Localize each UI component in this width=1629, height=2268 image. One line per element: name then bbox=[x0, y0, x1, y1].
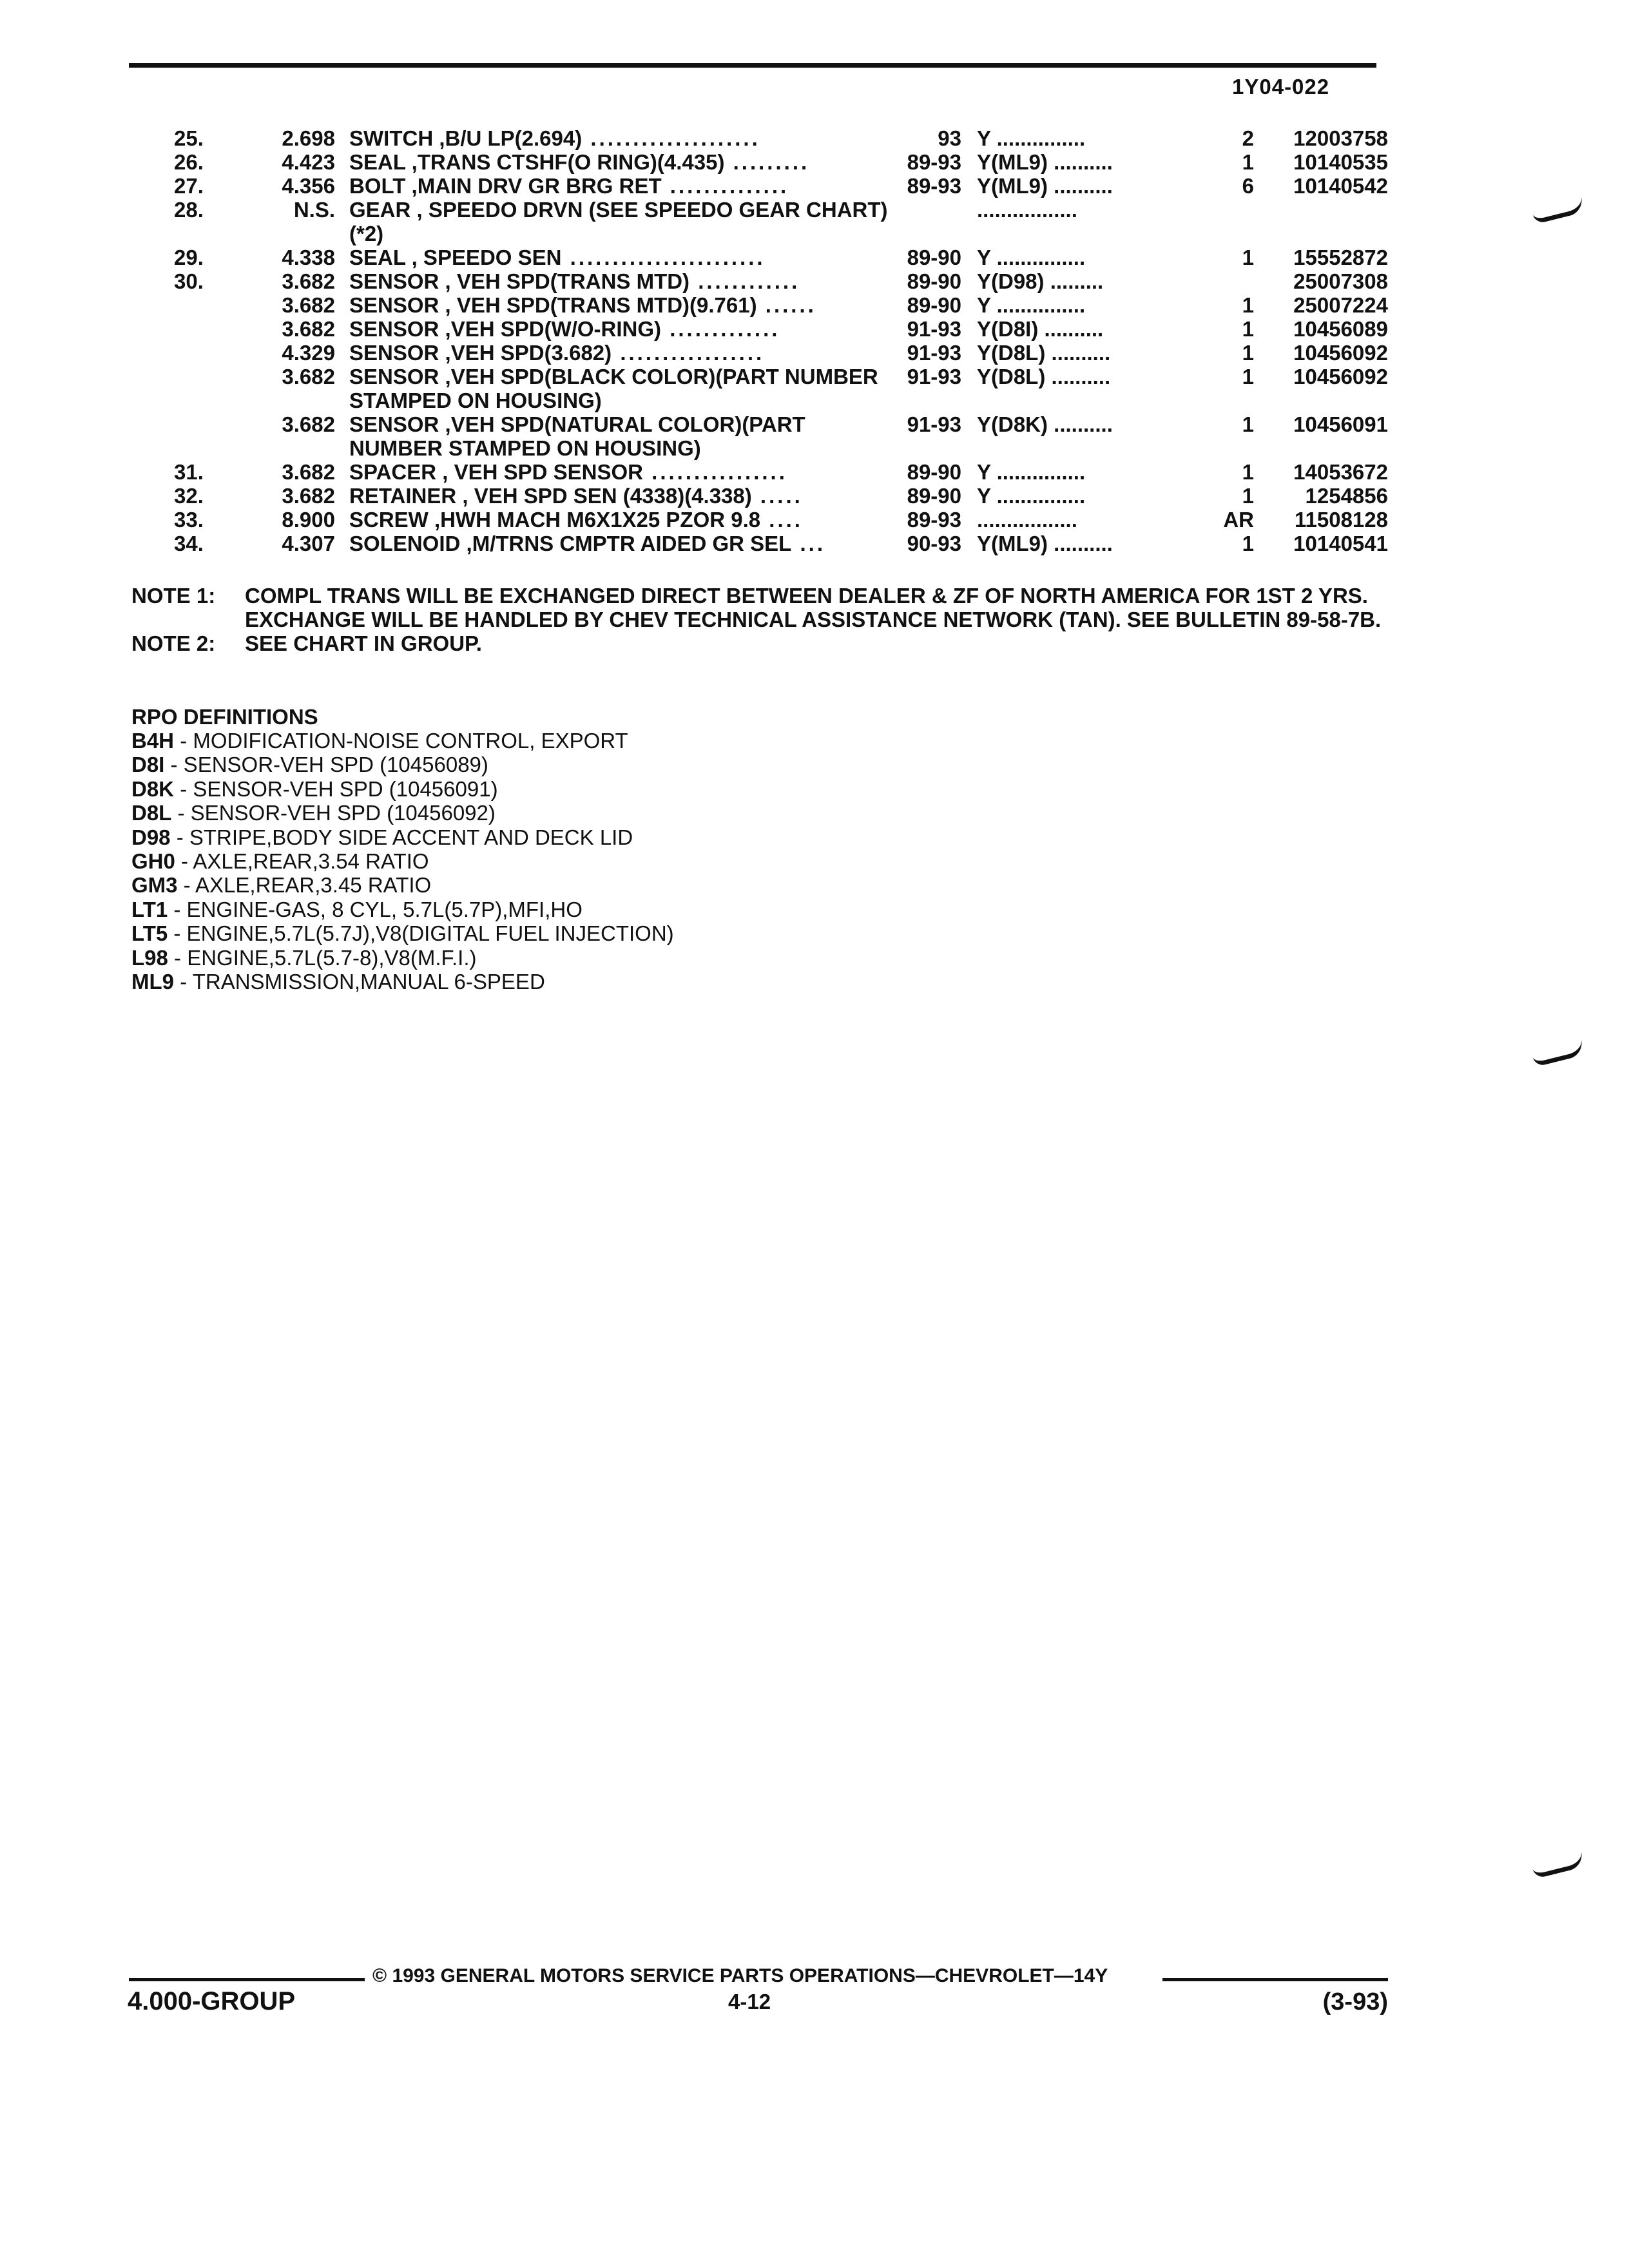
table-row bbox=[0, 126, 1629, 150]
model-years: 89-90 bbox=[907, 269, 961, 293]
item-number: 31. bbox=[174, 460, 204, 484]
footer-rule-left bbox=[129, 1978, 365, 1981]
part-description bbox=[349, 532, 892, 555]
item-number: 30. bbox=[174, 269, 204, 293]
part-detail: , SPEEDO DRVN (SEE SPEEDO GEAR CHART)(*2) bbox=[349, 198, 888, 245]
part-name: RETAINER bbox=[349, 484, 457, 508]
model-years: 89-90 bbox=[907, 245, 961, 269]
part-number: 12003758 bbox=[1293, 126, 1388, 150]
part-description bbox=[349, 269, 892, 293]
part-detail: ,M/TRNS CMPTR AIDED GR SEL bbox=[460, 532, 792, 555]
part-number: 10456092 bbox=[1293, 341, 1388, 365]
part-detail: ,VEH SPD(3.682) bbox=[439, 341, 612, 365]
dot-leader: .............. bbox=[661, 174, 789, 198]
usage-code: Y(D98) ......... bbox=[977, 269, 1104, 293]
model-years: 90-93 bbox=[907, 532, 961, 555]
model-years: 89-90 bbox=[907, 293, 961, 317]
model-years: 89-90 bbox=[907, 484, 961, 508]
usage-code: Y(D8K) .......... bbox=[977, 412, 1113, 436]
part-description bbox=[349, 150, 892, 174]
model-years: 91-93 bbox=[907, 412, 961, 436]
part-description bbox=[349, 341, 892, 365]
rpo-code: D8I bbox=[131, 753, 165, 777]
rpo-code: LT5 bbox=[131, 921, 168, 946]
rpo-code: B4H bbox=[131, 729, 175, 753]
group-number: 3.682 bbox=[282, 484, 335, 508]
rpo-item bbox=[131, 946, 1034, 970]
rpo-description: - SENSOR-VEH SPD (10456089) bbox=[164, 753, 488, 777]
usage-code: Y(D8L) .......... bbox=[977, 341, 1111, 365]
usage-code: Y(ML9) .......... bbox=[977, 532, 1113, 555]
rpo-code: D8L bbox=[131, 801, 172, 825]
group-number: N.S. bbox=[293, 198, 335, 222]
group-number: 3.682 bbox=[282, 269, 335, 293]
usage-code: Y ............... bbox=[977, 293, 1086, 317]
dot-leader: .... bbox=[760, 508, 803, 532]
part-detail: ,MAIN DRV GR BRG RET bbox=[405, 174, 662, 198]
rpo-item bbox=[131, 898, 1034, 921]
rpo-code: ML9 bbox=[131, 970, 174, 994]
model-years: 91-93 bbox=[907, 341, 961, 365]
rpo-item bbox=[131, 801, 1034, 825]
model-years: 91-93 bbox=[907, 317, 961, 341]
footer-date: (3-93) bbox=[1322, 1988, 1388, 2015]
part-number: 10140541 bbox=[1293, 532, 1388, 555]
usage-code: ................. bbox=[977, 508, 1077, 532]
rpo-code: D98 bbox=[131, 825, 171, 849]
table-row bbox=[0, 317, 1629, 341]
table-row bbox=[0, 174, 1629, 198]
usage-code: Y ............... bbox=[977, 245, 1086, 269]
model-years: 89-93 bbox=[907, 508, 961, 532]
table-row bbox=[0, 460, 1629, 484]
rpo-description: - ENGINE,5.7L(5.7-8),V8(M.F.I.) bbox=[168, 945, 477, 970]
group-number: 3.682 bbox=[282, 412, 335, 436]
dot-leader: ...... bbox=[757, 293, 816, 317]
rpo-description: - SENSOR-VEH SPD (10456092) bbox=[171, 801, 496, 825]
dot-leader: ... bbox=[791, 532, 825, 555]
part-detail: , VEH SPD(TRANS MTD)(9.761) bbox=[439, 293, 757, 317]
table-row bbox=[0, 150, 1629, 174]
part-number: 25007224 bbox=[1293, 293, 1388, 317]
part-number: 10140535 bbox=[1293, 150, 1388, 174]
dot-leader: ......... bbox=[724, 150, 810, 174]
usage-code: ................. bbox=[977, 198, 1077, 222]
part-name: SEAL bbox=[349, 150, 406, 174]
quantity: 1 bbox=[1242, 412, 1254, 436]
table-row bbox=[0, 198, 1629, 245]
part-detail: ,B/U LP(2.694) bbox=[433, 126, 583, 150]
part-name: SOLENOID bbox=[349, 532, 461, 555]
rpo-description: - ENGINE-GAS, 8 CYL, 5.7L(5.7P),MFI,HO bbox=[168, 897, 583, 921]
note-label: NOTE 2: bbox=[131, 631, 216, 655]
page-code: 1Y04-022 bbox=[1232, 75, 1330, 99]
part-number: 14053672 bbox=[1293, 460, 1388, 484]
rpo-description: - AXLE,REAR,3.54 RATIO bbox=[175, 849, 429, 874]
table-row bbox=[0, 341, 1629, 365]
rpo-code: D8K bbox=[131, 776, 175, 801]
rpo-item bbox=[131, 849, 1034, 873]
part-detail: , VEH SPD SENSOR bbox=[436, 460, 643, 484]
parts-list bbox=[0, 126, 1629, 555]
note bbox=[131, 631, 1407, 655]
group-number: 8.900 bbox=[282, 508, 335, 532]
note-text: SEE CHART IN GROUP. bbox=[245, 631, 482, 655]
quantity: 1 bbox=[1242, 245, 1254, 269]
quantity: AR bbox=[1223, 508, 1254, 532]
usage-code: Y ............... bbox=[977, 460, 1086, 484]
usage-code: Y ............... bbox=[977, 126, 1086, 150]
part-name: GEAR bbox=[349, 198, 411, 222]
item-number: 28. bbox=[174, 198, 204, 222]
part-detail: , VEH SPD(TRANS MTD) bbox=[439, 269, 690, 293]
part-description bbox=[349, 245, 892, 269]
part-detail: ,VEH SPD(NATURAL COLOR)(PART NUMBER STAMPED ON HOUSING) bbox=[349, 412, 805, 460]
rpo-description: - ENGINE,5.7L(5.7J),V8(DIGITAL FUEL INJECTION) bbox=[168, 921, 674, 946]
part-number: 15552872 bbox=[1293, 245, 1388, 269]
group-number: 2.698 bbox=[282, 126, 335, 150]
part-number: 10456089 bbox=[1293, 317, 1388, 341]
dot-leader: ..... bbox=[751, 484, 803, 508]
group-number: 3.682 bbox=[282, 460, 335, 484]
usage-code: Y(ML9) .......... bbox=[977, 150, 1113, 174]
table-row bbox=[0, 245, 1629, 269]
footer-page-number: 4-12 bbox=[728, 1990, 771, 2013]
part-detail: , VEH SPD SEN (4338)(4.338) bbox=[456, 484, 752, 508]
quantity: 1 bbox=[1242, 150, 1254, 174]
group-number: 3.682 bbox=[282, 293, 335, 317]
part-number: 1254856 bbox=[1305, 484, 1388, 508]
note bbox=[131, 584, 1407, 631]
dot-leader: .................... bbox=[582, 126, 760, 150]
model-years: 93 bbox=[938, 126, 961, 150]
note-text: COMPL TRANS WILL BE EXCHANGED DIRECT BETWEEN DEALER & ZF OF NORTH AMERICA FOR 1ST 2 YRS. EXCHANGE WILL BE HANDLED BY CHEV TECHNICAL ASSISTANCE NETWORK (TAN). SEE BULLETIN 89-58-7B. bbox=[245, 584, 1382, 631]
item-number: 32. bbox=[174, 484, 204, 508]
rpo-code: LT1 bbox=[131, 897, 168, 921]
part-description bbox=[349, 484, 892, 508]
part-name: SPACER bbox=[349, 460, 437, 484]
rpo-list bbox=[131, 729, 1034, 994]
part-description bbox=[349, 126, 892, 150]
group-number: 4.338 bbox=[282, 245, 335, 269]
usage-code: Y(ML9) .......... bbox=[977, 174, 1113, 198]
quantity: 1 bbox=[1242, 532, 1254, 555]
rpo-item bbox=[131, 825, 1034, 849]
item-number: 33. bbox=[174, 508, 204, 532]
part-detail: , SPEEDO SEN bbox=[405, 245, 562, 269]
rpo-item bbox=[131, 753, 1034, 776]
usage-code: Y ............... bbox=[977, 484, 1086, 508]
item-number: 27. bbox=[174, 174, 204, 198]
table-row bbox=[0, 269, 1629, 293]
footer-copyright: © 1993 GENERAL MOTORS SERVICE PARTS OPERATIONS—CHEVROLET—14Y bbox=[372, 1965, 1108, 1986]
rpo-item bbox=[131, 873, 1034, 897]
part-description bbox=[349, 412, 892, 460]
item-number: 29. bbox=[174, 245, 204, 269]
rpo-item bbox=[131, 777, 1034, 801]
group-number: 4.329 bbox=[282, 341, 335, 365]
usage-code: Y(D8I) .......... bbox=[977, 317, 1104, 341]
part-name: SEAL bbox=[349, 245, 406, 269]
rpo-item bbox=[131, 729, 1034, 753]
part-name: SWITCH bbox=[349, 126, 434, 150]
part-description bbox=[349, 293, 892, 317]
part-name: SENSOR bbox=[349, 293, 439, 317]
part-detail: ,VEH SPD(W/O-RING) bbox=[439, 317, 662, 341]
group-number: 3.682 bbox=[282, 317, 335, 341]
quantity: 1 bbox=[1242, 460, 1254, 484]
dot-leader: ....................... bbox=[561, 245, 766, 269]
dot-leader: ............. bbox=[661, 317, 780, 341]
group-number: 4.307 bbox=[282, 532, 335, 555]
table-row bbox=[0, 365, 1629, 412]
part-name: SENSOR bbox=[349, 365, 439, 389]
margin-mark bbox=[1531, 1039, 1585, 1068]
margin-mark bbox=[1531, 1851, 1585, 1879]
rpo-description: - TRANSMISSION,MANUAL 6-SPEED bbox=[174, 970, 545, 994]
quantity: 1 bbox=[1242, 293, 1254, 317]
rpo-code: GH0 bbox=[131, 849, 175, 874]
table-row bbox=[0, 293, 1629, 317]
part-number: 25007308 bbox=[1293, 269, 1388, 293]
part-detail: ,HWH MACH M6X1X25 PZOR 9.8 bbox=[428, 508, 761, 532]
model-years: 89-90 bbox=[907, 460, 961, 484]
usage-code: Y(D8L) .......... bbox=[977, 365, 1111, 389]
quantity: 2 bbox=[1242, 126, 1254, 150]
dot-leader: ................. bbox=[612, 341, 765, 365]
part-name: SENSOR bbox=[349, 269, 439, 293]
rpo-title: RPO DEFINITIONS bbox=[131, 705, 318, 729]
model-years: 89-93 bbox=[907, 150, 961, 174]
group-number: 4.423 bbox=[282, 150, 335, 174]
rpo-description: - SENSOR-VEH SPD (10456091) bbox=[174, 776, 498, 801]
model-years: 89-93 bbox=[907, 174, 961, 198]
rpo-definitions bbox=[131, 705, 1034, 994]
notes-section bbox=[131, 584, 1407, 655]
part-number: 11508128 bbox=[1294, 508, 1388, 532]
part-description bbox=[349, 365, 892, 412]
part-number: 10140542 bbox=[1293, 174, 1388, 198]
part-name: SENSOR bbox=[349, 412, 439, 436]
part-description bbox=[349, 460, 892, 484]
rpo-description: - MODIFICATION-NOISE CONTROL, EXPORT bbox=[174, 729, 628, 753]
part-name: BOLT bbox=[349, 174, 406, 198]
part-description bbox=[349, 198, 892, 245]
table-row bbox=[0, 532, 1629, 555]
part-name: SENSOR bbox=[349, 341, 439, 365]
dot-leader: ............ bbox=[689, 269, 800, 293]
item-number: 25. bbox=[174, 126, 204, 150]
quantity: 1 bbox=[1242, 317, 1254, 341]
part-description bbox=[349, 174, 892, 198]
footer-rule-right bbox=[1162, 1978, 1388, 1981]
table-row bbox=[0, 412, 1629, 460]
group-number: 4.356 bbox=[282, 174, 335, 198]
part-name: SCREW bbox=[349, 508, 429, 532]
rpo-code: L98 bbox=[131, 945, 168, 970]
part-description bbox=[349, 508, 892, 532]
table-row bbox=[0, 484, 1629, 508]
note-label: NOTE 1: bbox=[131, 584, 216, 608]
part-name: SENSOR bbox=[349, 317, 439, 341]
rpo-item bbox=[131, 921, 1034, 945]
part-detail: ,TRANS CTSHF(O RING)(4.435) bbox=[405, 150, 725, 174]
dot-leader: ................ bbox=[643, 460, 787, 484]
rpo-description: - STRIPE,BODY SIDE ACCENT AND DECK LID bbox=[170, 825, 633, 849]
group-number: 3.682 bbox=[282, 365, 335, 389]
item-number: 26. bbox=[174, 150, 204, 174]
part-description bbox=[349, 317, 892, 341]
top-rule bbox=[129, 63, 1376, 68]
rpo-description: - AXLE,REAR,3.45 RATIO bbox=[177, 873, 432, 898]
part-detail: ,VEH SPD(BLACK COLOR)(PART NUMBER STAMPED ON HOUSING) bbox=[349, 365, 878, 412]
quantity: 1 bbox=[1242, 341, 1254, 365]
model-years: 91-93 bbox=[907, 365, 961, 389]
footer-group: 4.000-GROUP bbox=[128, 1987, 296, 2015]
part-number: 10456091 bbox=[1293, 412, 1388, 436]
table-row bbox=[0, 508, 1629, 532]
item-number: 34. bbox=[174, 532, 204, 555]
quantity: 1 bbox=[1242, 484, 1254, 508]
rpo-code: GM3 bbox=[131, 873, 178, 898]
quantity: 1 bbox=[1242, 365, 1254, 389]
part-number: 10456092 bbox=[1293, 365, 1388, 389]
rpo-item bbox=[131, 970, 1034, 994]
quantity: 6 bbox=[1242, 174, 1254, 198]
